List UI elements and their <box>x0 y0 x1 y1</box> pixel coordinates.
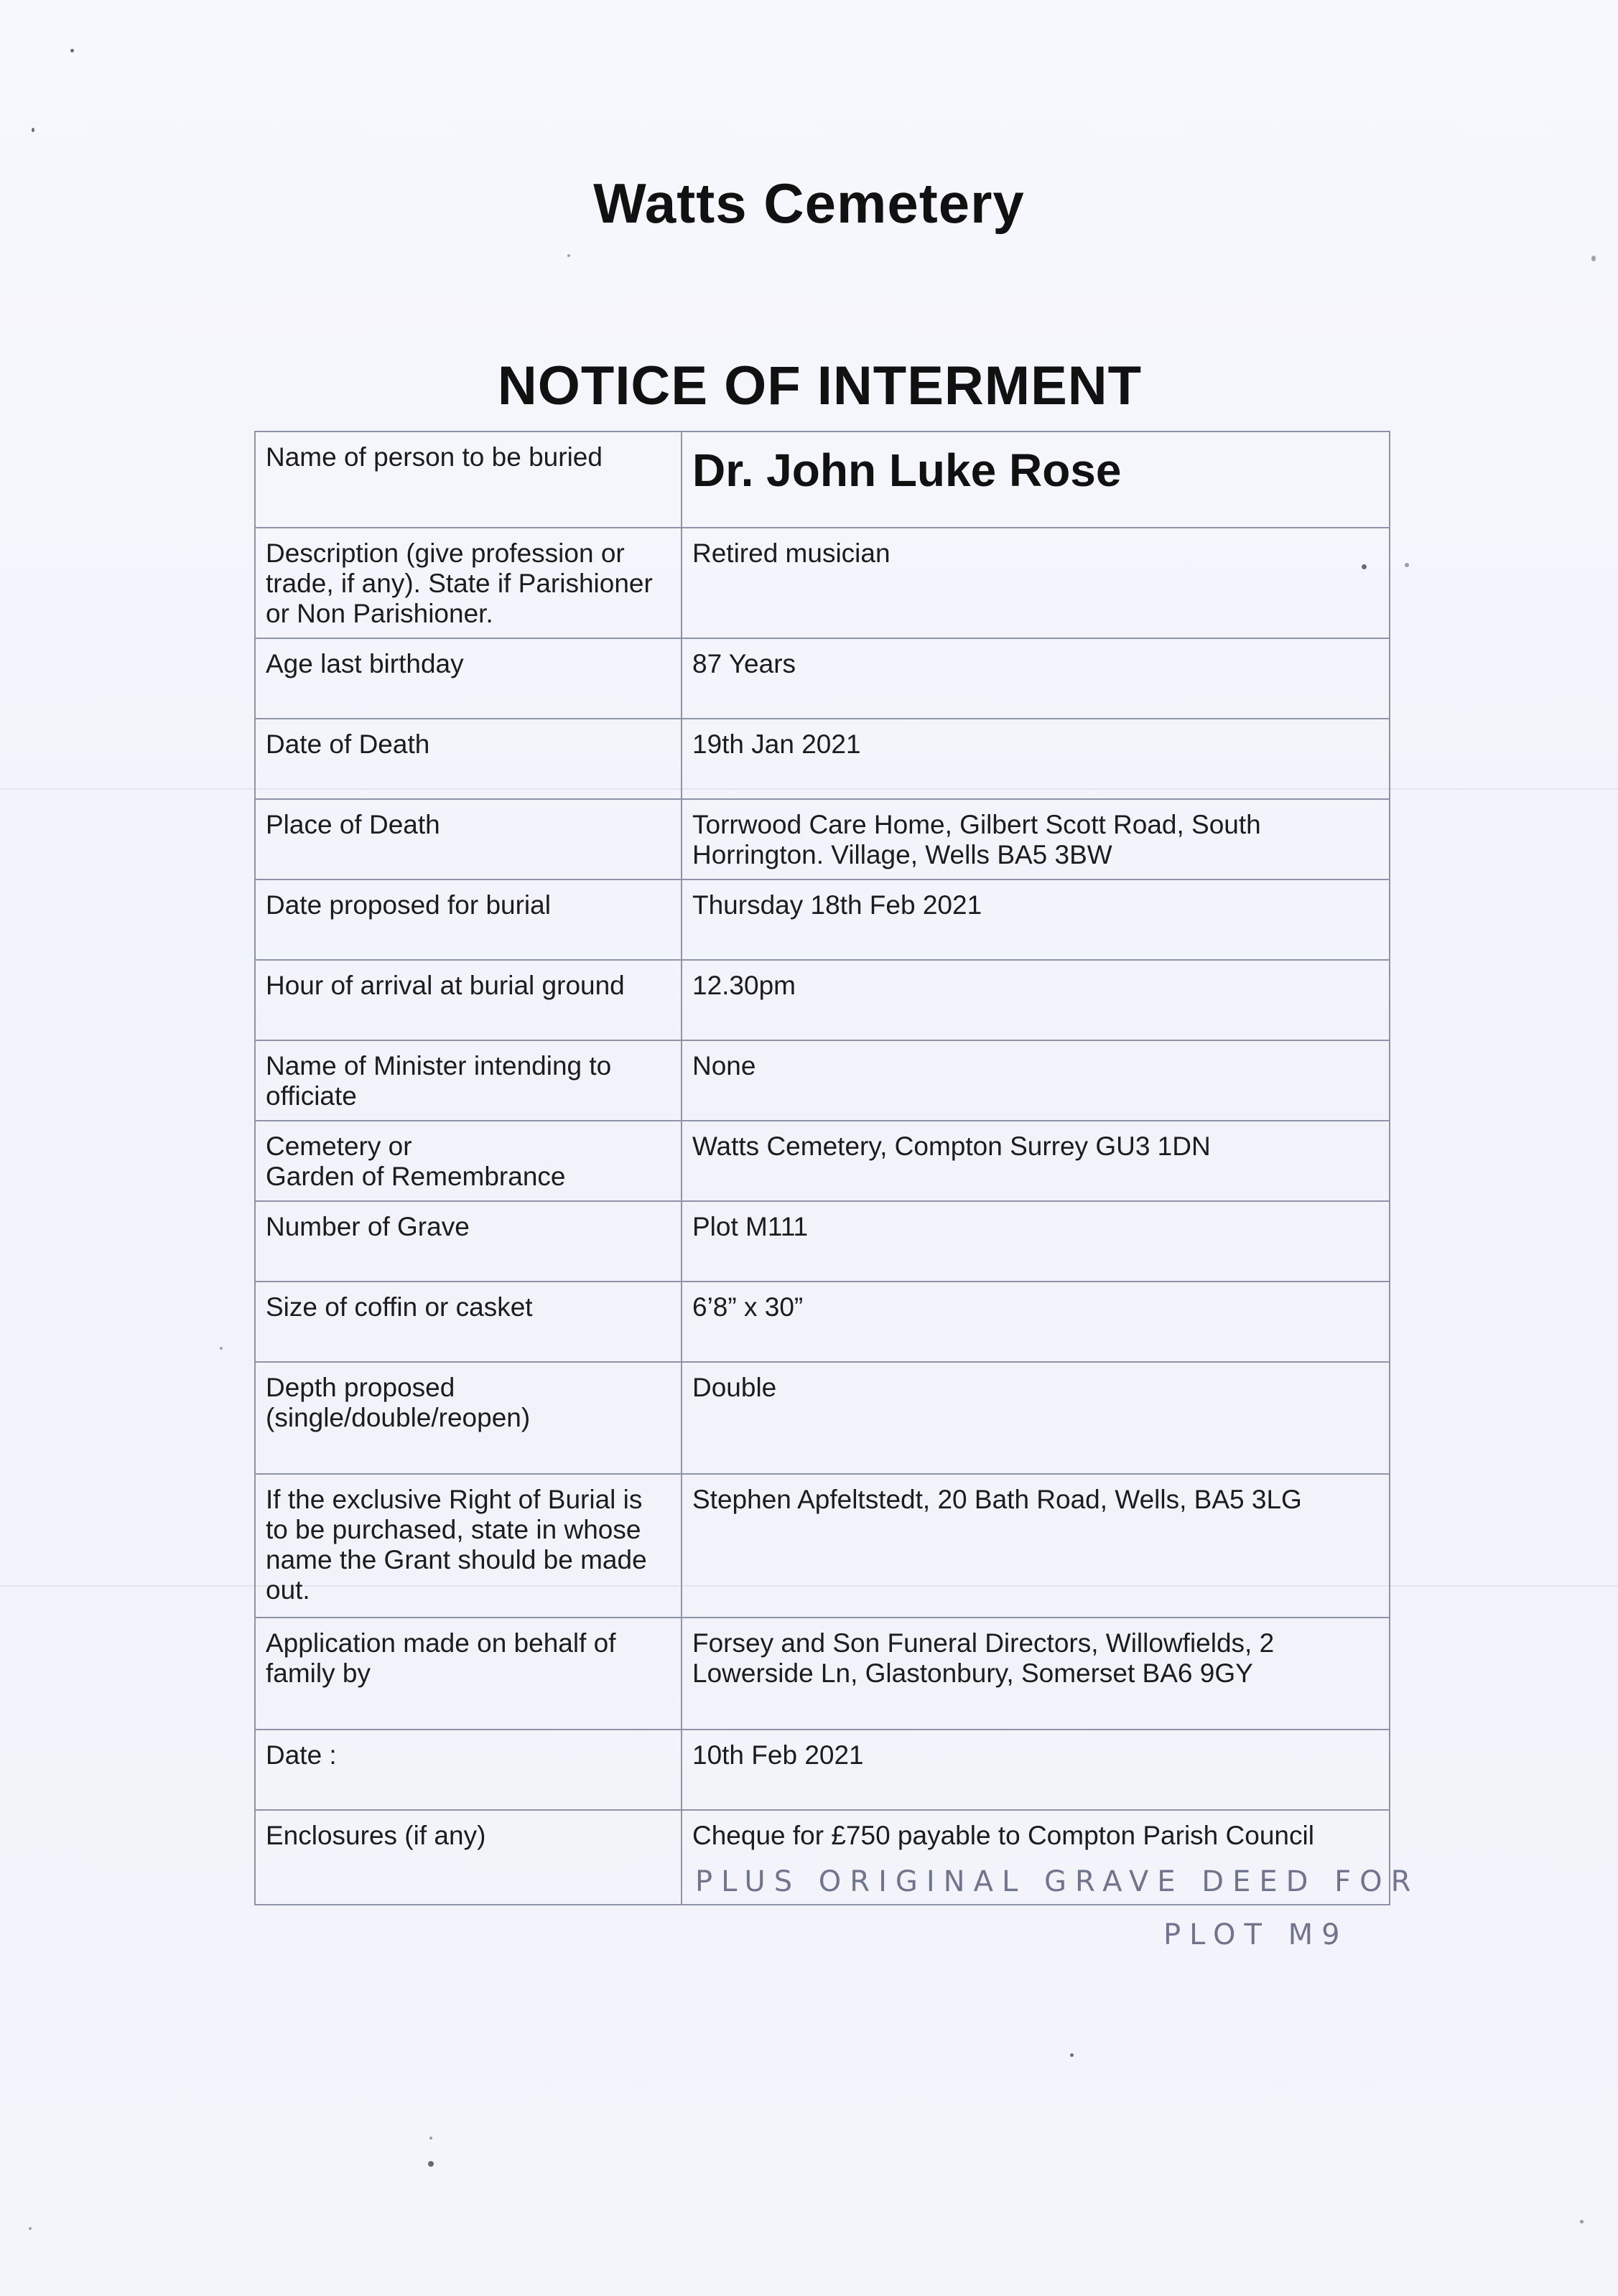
table-row <box>255 638 1390 719</box>
field-value <box>682 719 1390 799</box>
field-label: Application made on behalf of family by <box>255 1618 682 1730</box>
table-row <box>255 799 1390 879</box>
field-label: Number of Grave <box>255 1201 682 1282</box>
field-value-text: 6’8” x 30” <box>692 1292 804 1322</box>
field-value <box>682 1362 1390 1474</box>
table-row <box>255 1362 1390 1474</box>
field-label: Age last birthday <box>255 638 682 719</box>
field-label: Name of person to be buried <box>255 431 682 528</box>
cemetery-title: Watts Cemetery <box>593 172 1025 235</box>
table-row <box>255 528 1390 638</box>
table-row <box>255 879 1390 960</box>
field-value <box>682 1474 1390 1618</box>
paper-speck <box>428 2161 434 2167</box>
field-label: Size of coffin or casket <box>255 1282 682 1362</box>
paper-speck <box>1591 256 1596 261</box>
interment-form-table <box>254 431 1390 1905</box>
field-value <box>682 960 1390 1040</box>
table-row <box>255 1282 1390 1362</box>
field-value-text: Thursday 18th Feb 2021 <box>692 890 982 920</box>
field-value <box>682 431 1390 528</box>
table-row <box>255 1121 1390 1201</box>
handwritten-note-line2: PLOT M9 <box>1163 1918 1349 1951</box>
field-value <box>682 528 1390 638</box>
field-value <box>682 1282 1390 1362</box>
field-value <box>682 799 1390 879</box>
field-value-text: Cheque for £750 payable to Compton Parish Council <box>692 1821 1314 1850</box>
handwritten-note-line1: PLUS ORIGINAL GRAVE DEED FOR <box>695 1865 1420 1898</box>
paper-speck <box>70 49 74 52</box>
field-label: Date of Death <box>255 719 682 799</box>
field-label: Enclosures (if any) <box>255 1810 682 1905</box>
field-value <box>682 1618 1390 1730</box>
table-row <box>255 431 1390 528</box>
paper-speck <box>567 254 570 257</box>
field-value <box>682 638 1390 719</box>
field-label: Hour of arrival at burial ground <box>255 960 682 1040</box>
table-row <box>255 960 1390 1040</box>
field-value-text: Forsey and Son Funeral Directors, Willowfields, 2 Lowerside Ln, Glastonbury, Somerset BA6 9GY <box>692 1628 1275 1688</box>
field-value-text: Plot M111 <box>692 1212 809 1241</box>
table-row <box>255 1618 1390 1730</box>
table-row <box>255 1474 1390 1618</box>
field-label: Date : <box>255 1730 682 1810</box>
field-value-text: 10th Feb 2021 <box>692 1740 864 1770</box>
field-value-text: Stephen Apfeltstedt, 20 Bath Road, Wells, BA5 3LG <box>692 1485 1302 1514</box>
field-value-text: Double <box>692 1373 777 1402</box>
paper-speck <box>1070 2053 1074 2057</box>
field-value <box>682 879 1390 960</box>
table-row <box>255 1730 1390 1810</box>
field-value <box>682 1201 1390 1282</box>
table-row <box>255 1040 1390 1121</box>
field-label: If the exclusive Right of Burial is to be purchased, state in whose name the Grant should be made out. <box>255 1474 682 1618</box>
field-value-text: Watts Cemetery, Compton Surrey GU3 1DN <box>692 1131 1211 1161</box>
field-value-text: 19th Jan 2021 <box>692 729 861 759</box>
paper-speck <box>1580 2220 1584 2223</box>
paper-speck <box>29 2227 32 2230</box>
field-label: Cemetery or Garden of Remembrance <box>255 1121 682 1201</box>
field-value-text: Torrwood Care Home, Gilbert Scott Road, South Horrington. Village, Wells BA5 3BW <box>692 810 1261 869</box>
paper-speck <box>429 2137 432 2139</box>
field-value-text: None <box>692 1051 756 1081</box>
field-value-text: 12.30pm <box>692 971 796 1000</box>
field-label: Depth proposed (single/double/reopen) <box>255 1362 682 1474</box>
table-row <box>255 1201 1390 1282</box>
field-label: Date proposed for burial <box>255 879 682 960</box>
field-value-text: Retired musician <box>692 538 891 568</box>
notice-heading: NOTICE OF INTERMENT <box>497 355 1143 416</box>
deceased-name: Dr. John Luke Rose <box>692 444 1122 496</box>
paper-speck <box>32 128 34 132</box>
field-value <box>682 1730 1390 1810</box>
field-value-text: 87 Years <box>692 649 796 678</box>
field-label: Description (give profession or trade, if any). State if Parishioner or Non Parishioner. <box>255 528 682 638</box>
paper-speck <box>220 1347 223 1350</box>
field-value <box>682 1121 1390 1201</box>
field-label: Place of Death <box>255 799 682 879</box>
paper-speck <box>1405 563 1409 567</box>
field-value <box>682 1040 1390 1121</box>
field-label: Name of Minister intending to officiate <box>255 1040 682 1121</box>
table-row <box>255 719 1390 799</box>
